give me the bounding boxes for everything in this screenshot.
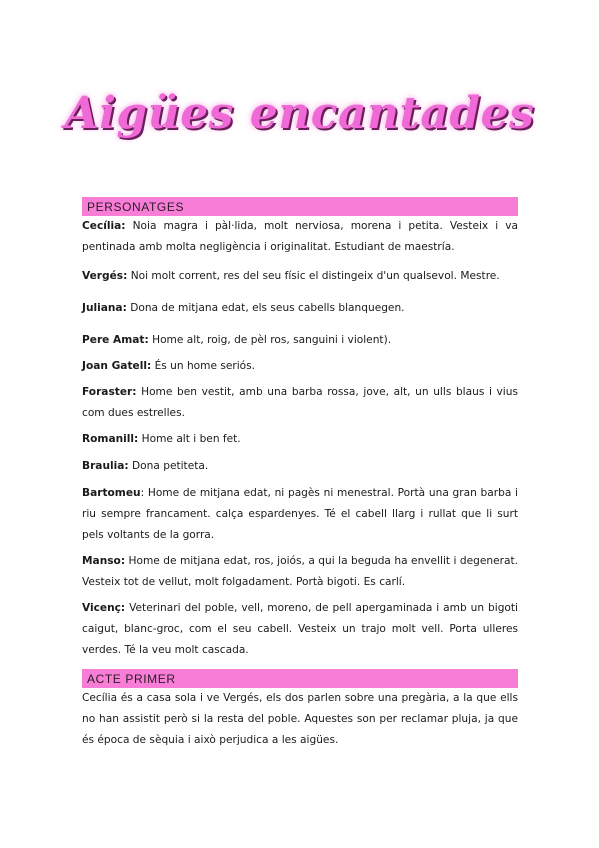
character-description: Home alt, roig, de pèl ros, sanguini i violent). — [148, 334, 392, 346]
document-title: Aigües encantades — [64, 88, 535, 139]
character-entry — [82, 356, 518, 377]
section-heading-personatges: PERSONATGES — [82, 197, 518, 216]
character-description: Dona de mitjana edat, els seus cabells blanquegen. — [126, 302, 405, 314]
character-description: Home alt i ben fet. — [138, 433, 241, 445]
acte-primer-paragraph: Cecília és a casa sola i ve Vergés, els dos parlen sobre una pregària, a la que ells no han assistit però si la resta del poble. Aquestes son per reclamar pluja, ja que és época de sèquia i això perjudica a les aigües. — [82, 692, 518, 746]
character-entry — [82, 382, 518, 424]
section-heading-acte-primer: ACTE PRIMER — [82, 669, 518, 688]
title-wrap — [0, 88, 599, 139]
character-list — [82, 216, 518, 661]
character-name: Manso: — [82, 555, 126, 567]
character-entry — [82, 330, 518, 351]
character-entry — [82, 216, 518, 258]
character-entry — [82, 456, 518, 477]
character-name: Juliana: — [82, 302, 127, 314]
character-description: És un home seriós. — [151, 360, 256, 372]
character-entry — [82, 429, 518, 450]
character-name: Pere Amat: — [82, 334, 149, 346]
character-description: Home de mitjana edat, ros, joiós, a qui la beguda ha envellit i degenerat. Vesteix tot de vellut, molt folgadament. Portà bigoti. Es carlí. — [82, 555, 518, 588]
character-entry — [82, 483, 518, 546]
character-name: Romanill: — [82, 433, 139, 445]
character-description: : Home de mitjana edat, ni pagès ni menestral. Portà una gran barba i riu sempre francament. calça espardenyes. Té el cabell llarg i rullat que li surt pels voltants de la gorra. — [82, 487, 518, 541]
character-name: Braulia: — [82, 460, 129, 472]
character-description: Noi molt corrent, res del seu físic el distingeix d'un qualsevol. Mestre. — [127, 270, 500, 282]
character-name: Joan Gatell: — [82, 360, 152, 372]
character-description: Veterinari del poble, vell, moreno, de pell apergaminada i amb un bigoti caigut, blanc-groc, com el seu cabell. Vesteix un trajo molt vell. Porta ulleres verdes. Té la veu molt cascada. — [82, 602, 518, 656]
character-name: Cecília: — [82, 220, 126, 232]
character-description: Noia magra i pàl·lida, molt nerviosa, morena i petita. Vesteix i va pentinada amb molta negligència i originalitat. Estudiant de maestría. — [82, 220, 518, 253]
content — [82, 197, 518, 751]
character-entry — [82, 266, 518, 287]
character-description: Home ben vestit, amb una barba rossa, jove, alt, un ulls blaus i vius com dues estrelles. — [82, 386, 518, 419]
character-entry — [82, 551, 518, 593]
character-entry — [82, 598, 518, 661]
character-description: Dona petiteta. — [128, 460, 209, 472]
character-name: Vergés: — [82, 270, 128, 282]
character-name: Bartomeu — [82, 487, 141, 499]
character-name: Foraster: — [82, 386, 137, 398]
character-entry — [82, 298, 518, 319]
character-name: Vicenç: — [82, 602, 126, 614]
